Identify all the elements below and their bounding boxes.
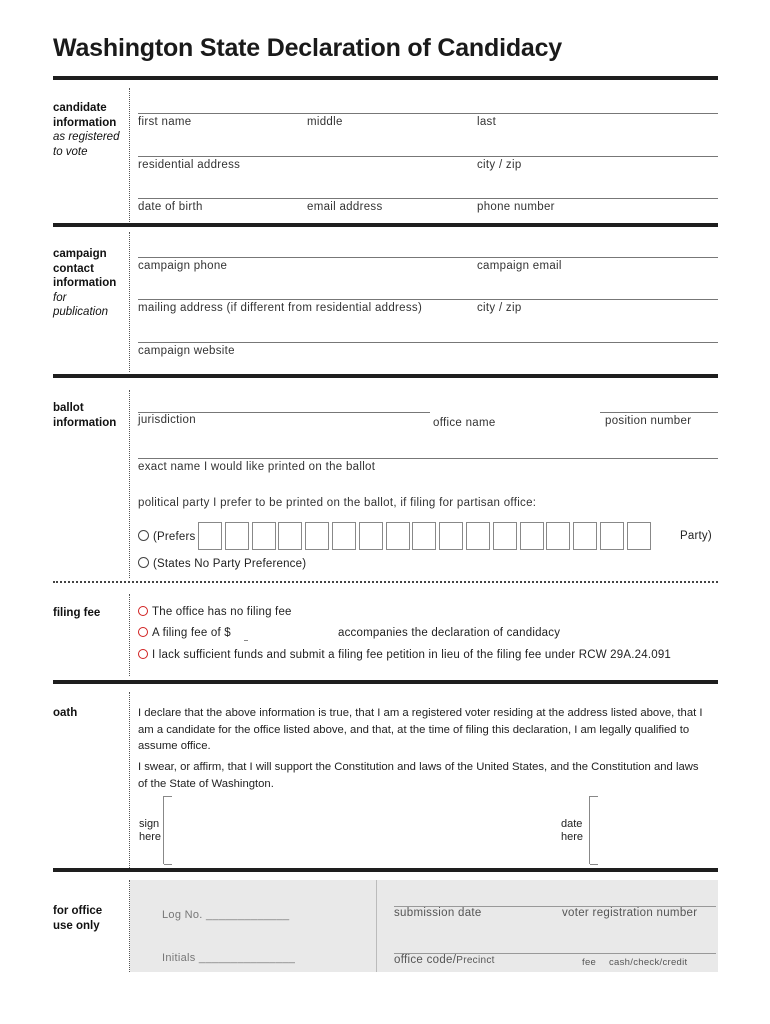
oath-divider xyxy=(129,692,130,868)
party-letter-box[interactable] xyxy=(439,522,463,550)
filing-fee-section-label: filing fee xyxy=(53,607,101,619)
initials-label: Initials _______________ xyxy=(162,952,296,964)
office-use-split xyxy=(376,880,377,972)
fee-amount-blank[interactable] xyxy=(244,640,248,641)
office-name-label: office name xyxy=(433,417,496,429)
section-rule-3 xyxy=(53,581,718,583)
residential-address-line[interactable] xyxy=(138,156,718,157)
party-letter-box[interactable] xyxy=(278,522,302,550)
no-fee-option[interactable]: The office has no filing fee xyxy=(138,606,292,618)
prefers-party-option[interactable]: (Prefers xyxy=(138,530,196,543)
party-letter-box[interactable] xyxy=(386,522,410,550)
party-letter-box[interactable] xyxy=(573,522,597,550)
section-rule-2 xyxy=(53,374,718,378)
date-of-birth-label: date of birth xyxy=(138,201,203,213)
date-area[interactable] xyxy=(589,796,598,864)
no-party-option[interactable]: (States No Party Preference) xyxy=(138,557,306,570)
party-letter-box[interactable] xyxy=(600,522,624,550)
ballot-section-label: ballot information xyxy=(53,402,117,429)
oath-paragraph-2: I swear, or affirm, that I will support the Constitution and laws of the United States, and the Constitution and laws of the State of Washington. xyxy=(138,761,699,790)
phone-number-label: phone number xyxy=(477,201,555,213)
party-letter-box[interactable] xyxy=(412,522,436,550)
party-name-boxes[interactable] xyxy=(198,522,654,550)
campaign-website-label: campaign website xyxy=(138,345,235,357)
campaign-section-label: campaign contact information for publication xyxy=(53,248,117,318)
fee-accompanies-text: accompanies the declaration of candidacy xyxy=(338,627,561,639)
candidate-divider xyxy=(129,88,130,222)
fee-petition-radio-icon[interactable] xyxy=(138,649,148,659)
payment-type-label: cash/check/credit xyxy=(609,957,688,968)
party-letter-box[interactable] xyxy=(493,522,517,550)
position-number-line[interactable] xyxy=(600,412,718,413)
party-suffix: Party) xyxy=(680,530,712,542)
party-letter-box[interactable] xyxy=(359,522,383,550)
office-use-section-label: for office use only xyxy=(53,905,103,932)
mailing-city-zip-label: city / zip xyxy=(477,302,522,314)
party-letter-box[interactable] xyxy=(546,522,570,550)
ballot-name-line[interactable] xyxy=(138,458,718,459)
party-letter-box[interactable] xyxy=(225,522,249,550)
party-letter-box[interactable] xyxy=(627,522,651,550)
residential-address-label: residential address xyxy=(138,159,241,171)
party-letter-box[interactable] xyxy=(252,522,276,550)
birth-email-phone-line[interactable] xyxy=(138,198,718,199)
party-letter-box[interactable] xyxy=(332,522,356,550)
mailing-address-label: mailing address (if different from residential address) xyxy=(138,302,423,314)
party-letter-box[interactable] xyxy=(198,522,222,550)
section-rule-4 xyxy=(53,680,718,684)
campaign-website-line[interactable] xyxy=(138,342,718,343)
fee-amount-option[interactable]: A filing fee of $ xyxy=(138,627,231,639)
position-number-label: position number xyxy=(605,415,692,427)
campaign-phone-email-line[interactable] xyxy=(138,257,718,258)
mailing-address-line[interactable] xyxy=(138,299,718,300)
first-name-label: first name xyxy=(138,116,192,128)
voter-registration-number-label: voter registration number xyxy=(562,907,698,919)
office-code-label: office code/Precinct xyxy=(394,954,495,966)
party-prompt: political party I prefer to be printed on the ballot, if filing for partisan office: xyxy=(138,497,537,509)
party-letter-box[interactable] xyxy=(466,522,490,550)
signature-area[interactable] xyxy=(163,796,172,864)
log-no-label: Log No. _____________ xyxy=(162,909,290,921)
city-zip-label: city / zip xyxy=(477,159,522,171)
date-here-label: date here xyxy=(561,818,584,843)
campaign-phone-label: campaign phone xyxy=(138,260,228,272)
title-rule xyxy=(53,76,718,80)
submission-date-label: submission date xyxy=(394,907,482,919)
sign-here-label: sign here xyxy=(139,818,162,843)
ballot-name-label: exact name I would like printed on the ballot xyxy=(138,461,376,473)
name-line[interactable] xyxy=(138,113,718,114)
party-letter-box[interactable] xyxy=(520,522,544,550)
jurisdiction-line[interactable] xyxy=(138,412,430,413)
no-party-radio-icon[interactable] xyxy=(138,557,149,568)
party-letter-box[interactable] xyxy=(305,522,329,550)
prefers-party-radio-icon[interactable] xyxy=(138,530,149,541)
jurisdiction-label: jurisdiction xyxy=(138,414,196,426)
campaign-email-label: campaign email xyxy=(477,260,562,272)
section-rule-1 xyxy=(53,223,718,227)
oath-paragraph-1: I declare that the above information is true, that I am a registered voter residing at the address listed above, that I am a candidate for the office listed above, and that, at the time of filing this declaration, I am legally qualified to assume office. xyxy=(138,707,703,752)
email-address-label: email address xyxy=(307,201,383,213)
fee-label: fee xyxy=(582,957,597,968)
ballot-divider xyxy=(129,390,130,578)
last-name-label: last xyxy=(477,116,497,128)
fee-petition-option[interactable]: I lack sufficient funds and submit a filing fee petition in lieu of the filing fee under RCW 29A.24.091 xyxy=(138,649,671,661)
campaign-divider xyxy=(129,232,130,372)
candidate-section-label: candidate information as registered to vote xyxy=(53,102,120,158)
fee-amount-radio-icon[interactable] xyxy=(138,627,148,637)
filing-fee-divider xyxy=(129,594,130,676)
middle-name-label: middle xyxy=(307,116,343,128)
section-rule-5 xyxy=(53,868,718,872)
page-title: Washington State Declaration of Candidacy xyxy=(53,34,562,62)
no-fee-radio-icon[interactable] xyxy=(138,606,148,616)
oath-section-label: oath xyxy=(53,707,78,719)
